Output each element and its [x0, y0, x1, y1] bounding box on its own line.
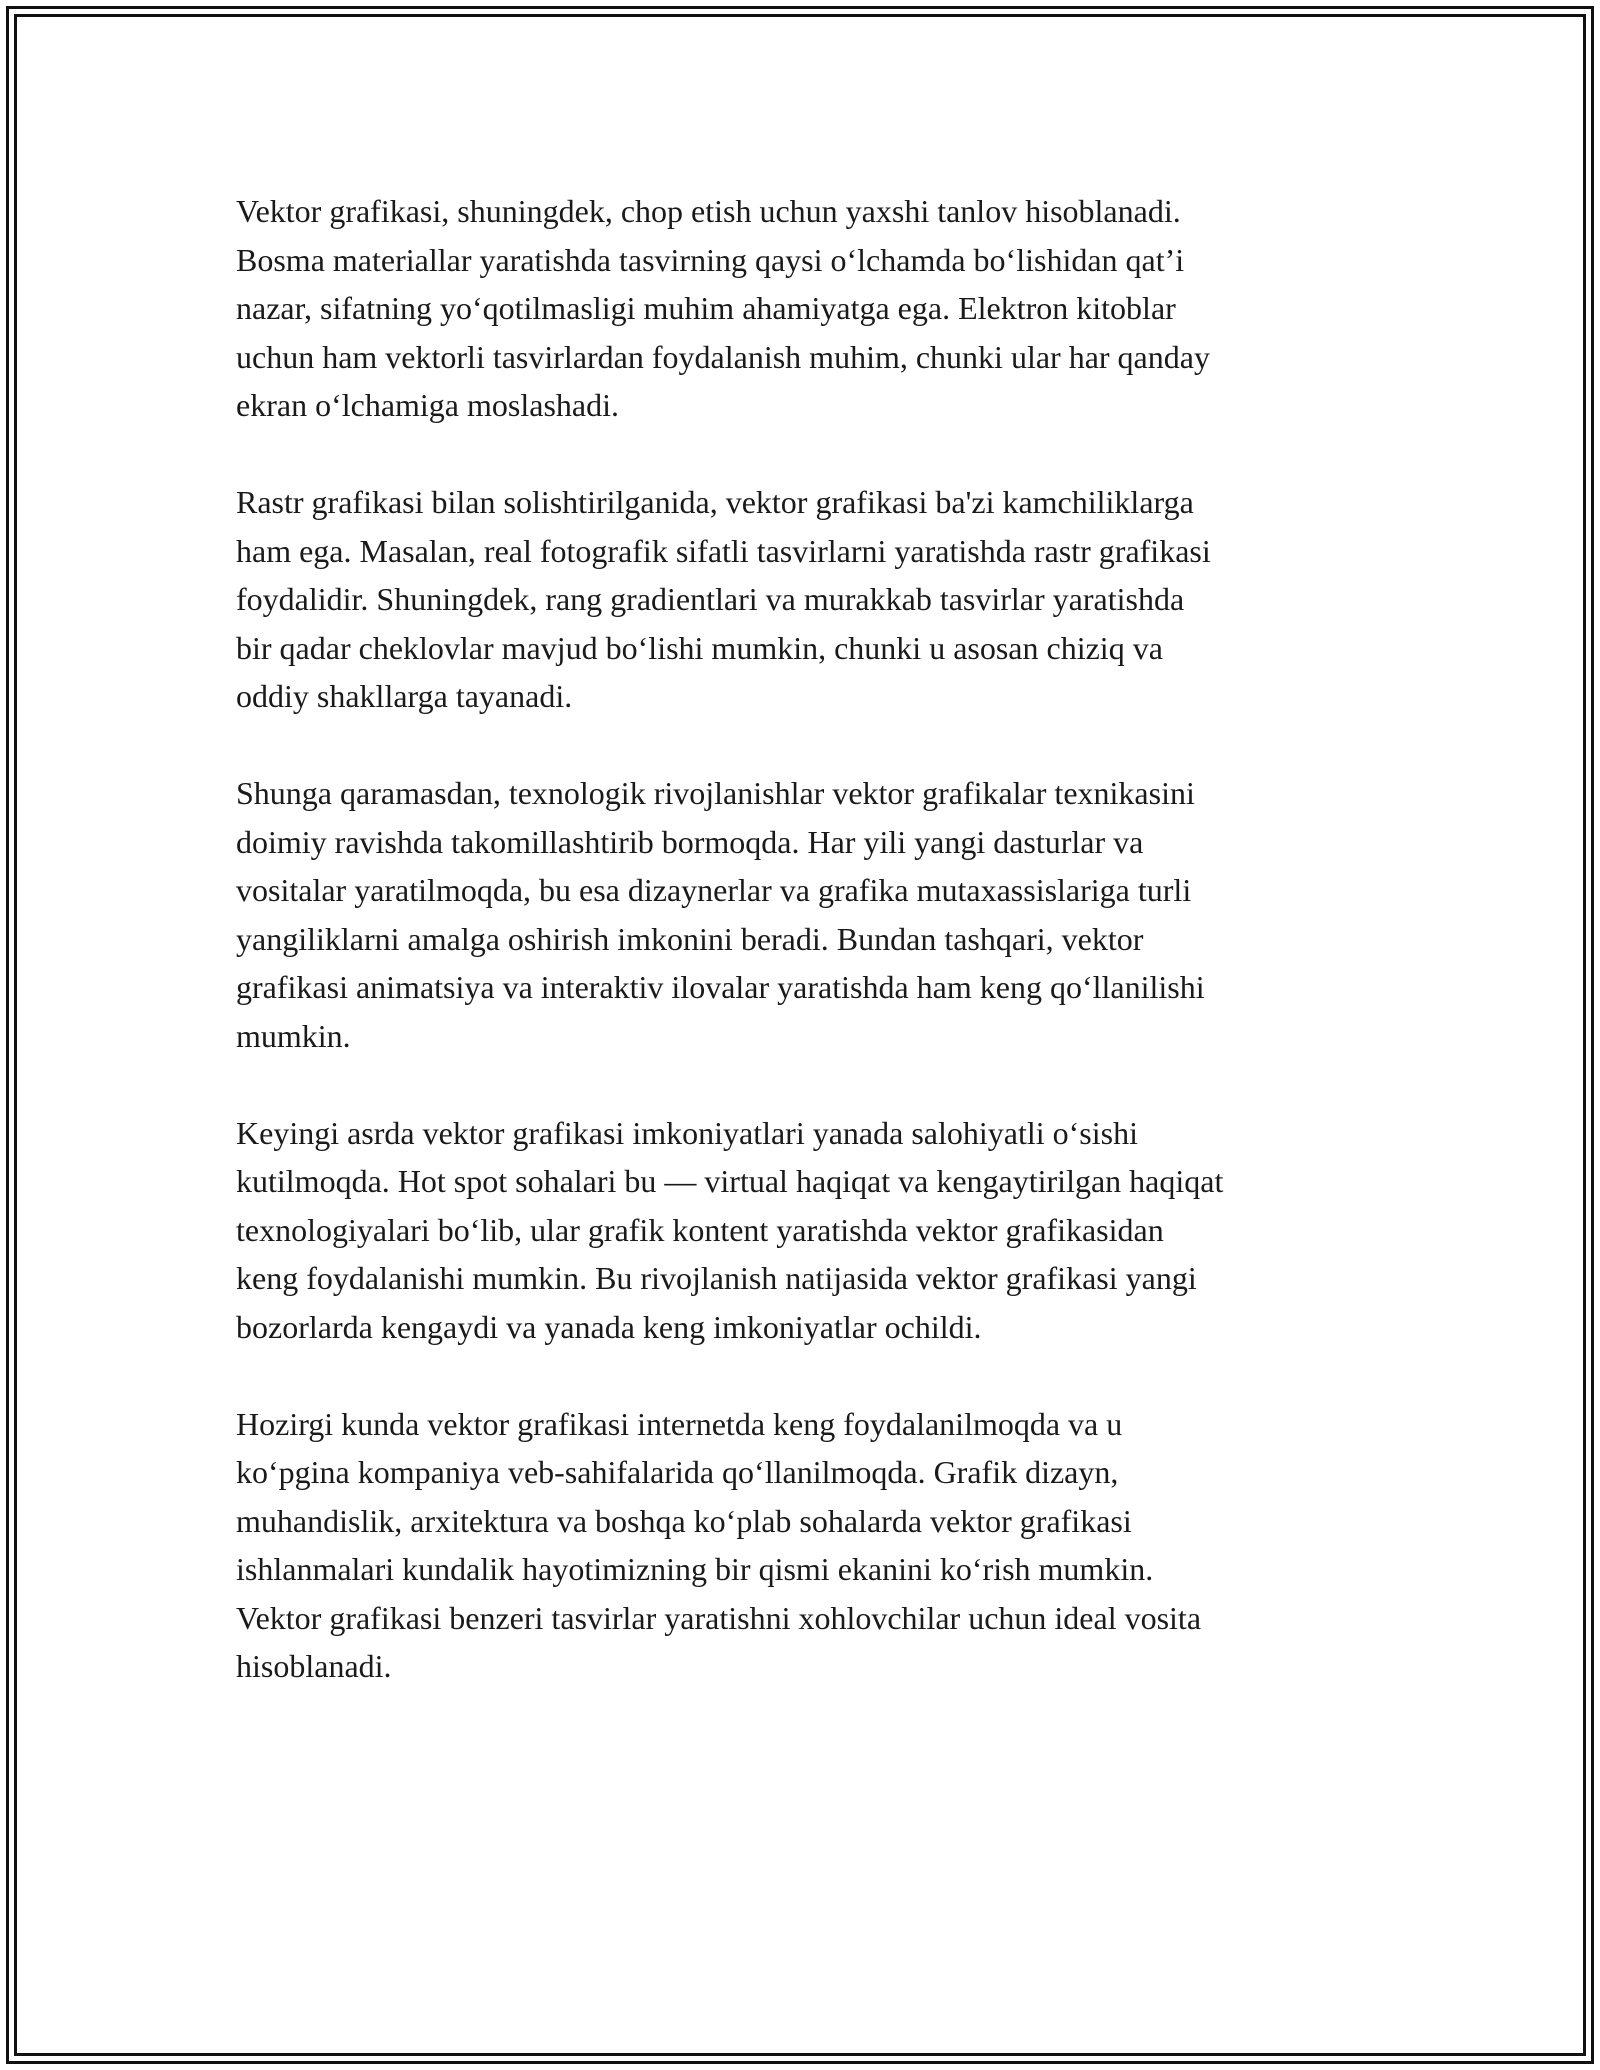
paragraph-future-growth: Keyingi asrda vektor grafikasi imkoniyatlari yanada salohiyatli o‘sishi kutilmoqda. Hot spot sohalari bu — virtual haqiqat va kengaytirilgan haqiqat texnologiyalari bo‘lib, ular grafik kontent yaratishda vektor grafikasidan keng foydalanishi mumkin. Bu rivojlanish natijasida vektor grafikasi yangi bozorlarda kengaydi va yanada keng imkoniyatlar ochildi.	[236, 1114, 1224, 1345]
document-body	[236, 187, 1386, 1739]
paragraph-print-vector: Vektor grafikasi, shuningdek, chop etish uchun yaxshi tanlov hisoblanadi. Bosma materiallar yaratishda tasvirning qaysi o‘lchamda bo‘lishidan qat’i nazar, sifatning yo‘qotilmasligi muhim ahamiyatga ega. Elektron kitoblar uchun ham vektorli tasvirlardan foydalanish muhim, chunki ular har qanday ekran o‘lchamiga moslashadi.	[236, 193, 1210, 423]
paragraph-raster-comparison: Rastr grafikasi bilan solishtirilganida, vektor grafikasi ba'zi kamchiliklarga ham ega. Masalan, real fotografik sifatli tasvirlarni yaratishda rastr grafikasi foydalidir. Shuningdek, rang gradientlari va murakkab tasvirlar yaratishda bir qadar cheklovlar mavjud bo‘lishi mumkin, chunki u asosan chiziq va oddiy shakllarga tayanadi.	[236, 484, 1211, 714]
paragraph-technology-progress: Shunga qaramasdan, texnologik rivojlanishlar vektor grafikalar texnikasini doimiy ravishda takomillashtirib bormoqda. Har yili yangi dasturlar va vositalar yaratilmoqda, bu esa dizaynerlar va grafika mutaxassislariga turli yangiliklarni amalga oshirish imkonini beradi. Bundan tashqari, vektor grafikasi animatsiya va interaktiv ilovalar yaratishda ham keng qo‘llanilishi mumkin.	[236, 775, 1205, 1054]
paragraph-current-usage: Hozirgi kunda vektor grafikasi internetda keng foydalanilmoqda va u ko‘pgina kompaniya veb-sahifalarida qo‘llanilmoqda. Grafik dizayn, muhandislik, arxitektura va boshqa ko‘plab sohalarda vektor grafikasi ishlanmalari kundalik hayotimizning bir qismi ekanini ko‘rish mumkin. Vektor grafikasi benzeri tasvirlar yaratishni xohlovchilar uchun ideal vosita hisoblanadi.	[236, 1405, 1202, 1684]
